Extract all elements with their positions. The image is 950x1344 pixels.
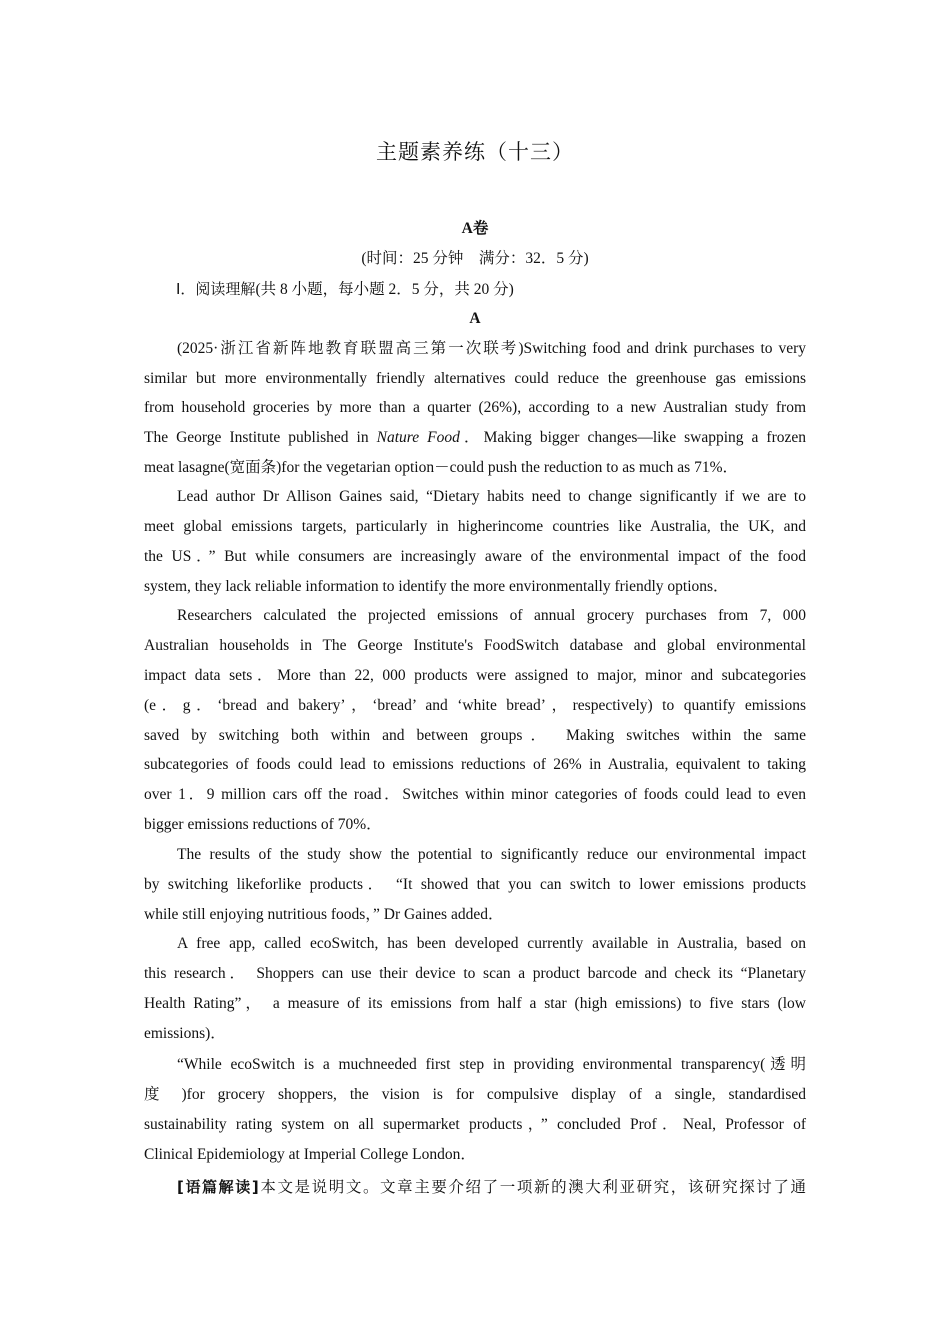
paragraph-3-line-4: (e．g．‘bread and bakery’，‘bread’ and ‘white bread’，respectively) to quantify emissions: [144, 697, 806, 714]
paragraph-2-line-1: Lead author Dr Allison Gaines said, “Dietary habits need to change significantly if we are to: [177, 488, 806, 505]
paragraph-6-line-3: sustainability rating system on all supermarket products，” concluded Prof．Neal, Professor of: [144, 1116, 806, 1133]
paragraph-2-line-2: meet global emissions targets, particularly in higherincome countries like Australia, the UK, and: [144, 518, 806, 535]
section-heading: [176, 274, 806, 305]
paragraph-1-line-3: from household groceries by more than a quarter (26%), according to a new Australian study from: [144, 399, 806, 416]
paragraph-6-line-1: “While ecoSwitch is a muchneeded first step in providing environmental transparency(透明: [177, 1056, 806, 1073]
paragraph-3-line-8: bigger emissions reductions of 70%．: [144, 816, 382, 833]
paragraph-5-line-4: emissions)．: [144, 1025, 226, 1042]
paragraph-6-line-2: 度 )for grocery shoppers, the vision is for compulsive display of a single, standardised: [144, 1086, 806, 1103]
volume-label: A卷: [461, 220, 489, 237]
paragraph-3-line-3: impact data sets．More than 22, 000 products were assigned to major, minor and subcategories: [144, 667, 806, 684]
paragraph-1-line-4: [144, 423, 806, 453]
paragraph-1-line-1: [144, 334, 806, 364]
paragraph-3-line-6: subcategories of foods could lead to emissions reductions of 26% in Australia, equivalent to taking: [144, 756, 806, 773]
text-analysis: [144, 1172, 806, 1203]
paragraph-3-line-5: saved by switching both within and between groups． Making switches within the same: [144, 727, 806, 744]
paragraph-3-line-7: over 1．9 million cars off the road．Switches within minor categories of foods could lead to even: [144, 786, 806, 803]
passage-label: A: [469, 310, 481, 327]
page-title: 主题素养练（十三）: [376, 140, 574, 164]
analysis-text: 本文是说明文。文章主要介绍了一项新的澳大利亚研究，该研究探讨了通: [258, 1179, 806, 1196]
paragraph-4-line-1: The results of the study show the potential to significantly reduce our environmental impact: [177, 846, 806, 863]
text-span: ．Making bigger changes—like swapping a frozen: [459, 429, 807, 446]
source-citation: (2025·浙江省新阵地教育联盟高三第一次联考): [177, 340, 524, 357]
paragraph-2-line-4: system, they lack reliable information to identify the more environmentally friendly options．: [144, 578, 729, 595]
paragraph-6-line-4: Clinical Epidemiology at Imperial College London．: [144, 1146, 476, 1163]
section-detail: (共 8 小题，每小题 2．5 分，共 20 分): [255, 281, 514, 298]
time-info: (时间：25 分钟 满分：32．5 分): [361, 250, 589, 267]
paragraph-1-line-5: meat lasagne(宽面条)for the vegetarian option－could push the reduction to as much as 71%．: [144, 459, 739, 476]
text-span: The George Institute published in: [144, 429, 377, 446]
paragraph-5-line-3: Health Rating”， a measure of its emissions from half a star (high emissions) to five stars (low: [144, 995, 806, 1012]
paragraph-4-line-3: while still enjoying nutritious foods，” Dr Gaines added．: [144, 906, 504, 923]
paragraph-1-line-2: similar but more environmentally friendly alternatives could reduce the greenhouse gas emissions: [144, 370, 806, 387]
paragraph-5-line-1: A free app, called ecoSwitch, has been developed currently available in Australia, based on: [177, 935, 806, 952]
analysis-label: [语篇解读]: [177, 1178, 259, 1196]
section-label: Ⅰ．阅读理解: [176, 280, 256, 298]
journal-name: Nature Food: [376, 429, 460, 446]
paragraph-2-line-3: the US．” But while consumers are increasingly aware of the environmental impact of the food: [144, 548, 806, 565]
paragraph-3-line-2: Australian households in The George Institute's FoodSwitch database and global environmental: [144, 637, 806, 654]
paragraph-4-line-2: by switching likeforlike products． “It showed that you can switch to lower emissions products: [144, 876, 806, 893]
paragraph-3-line-1: Researchers calculated the projected emissions of annual grocery purchases from 7, 000: [177, 607, 806, 624]
text-span: Switching food and drink purchases to very: [523, 340, 806, 357]
paragraph-5-line-2: this research． Shoppers can use their device to scan a product barcode and check its “Planetary: [144, 965, 806, 982]
